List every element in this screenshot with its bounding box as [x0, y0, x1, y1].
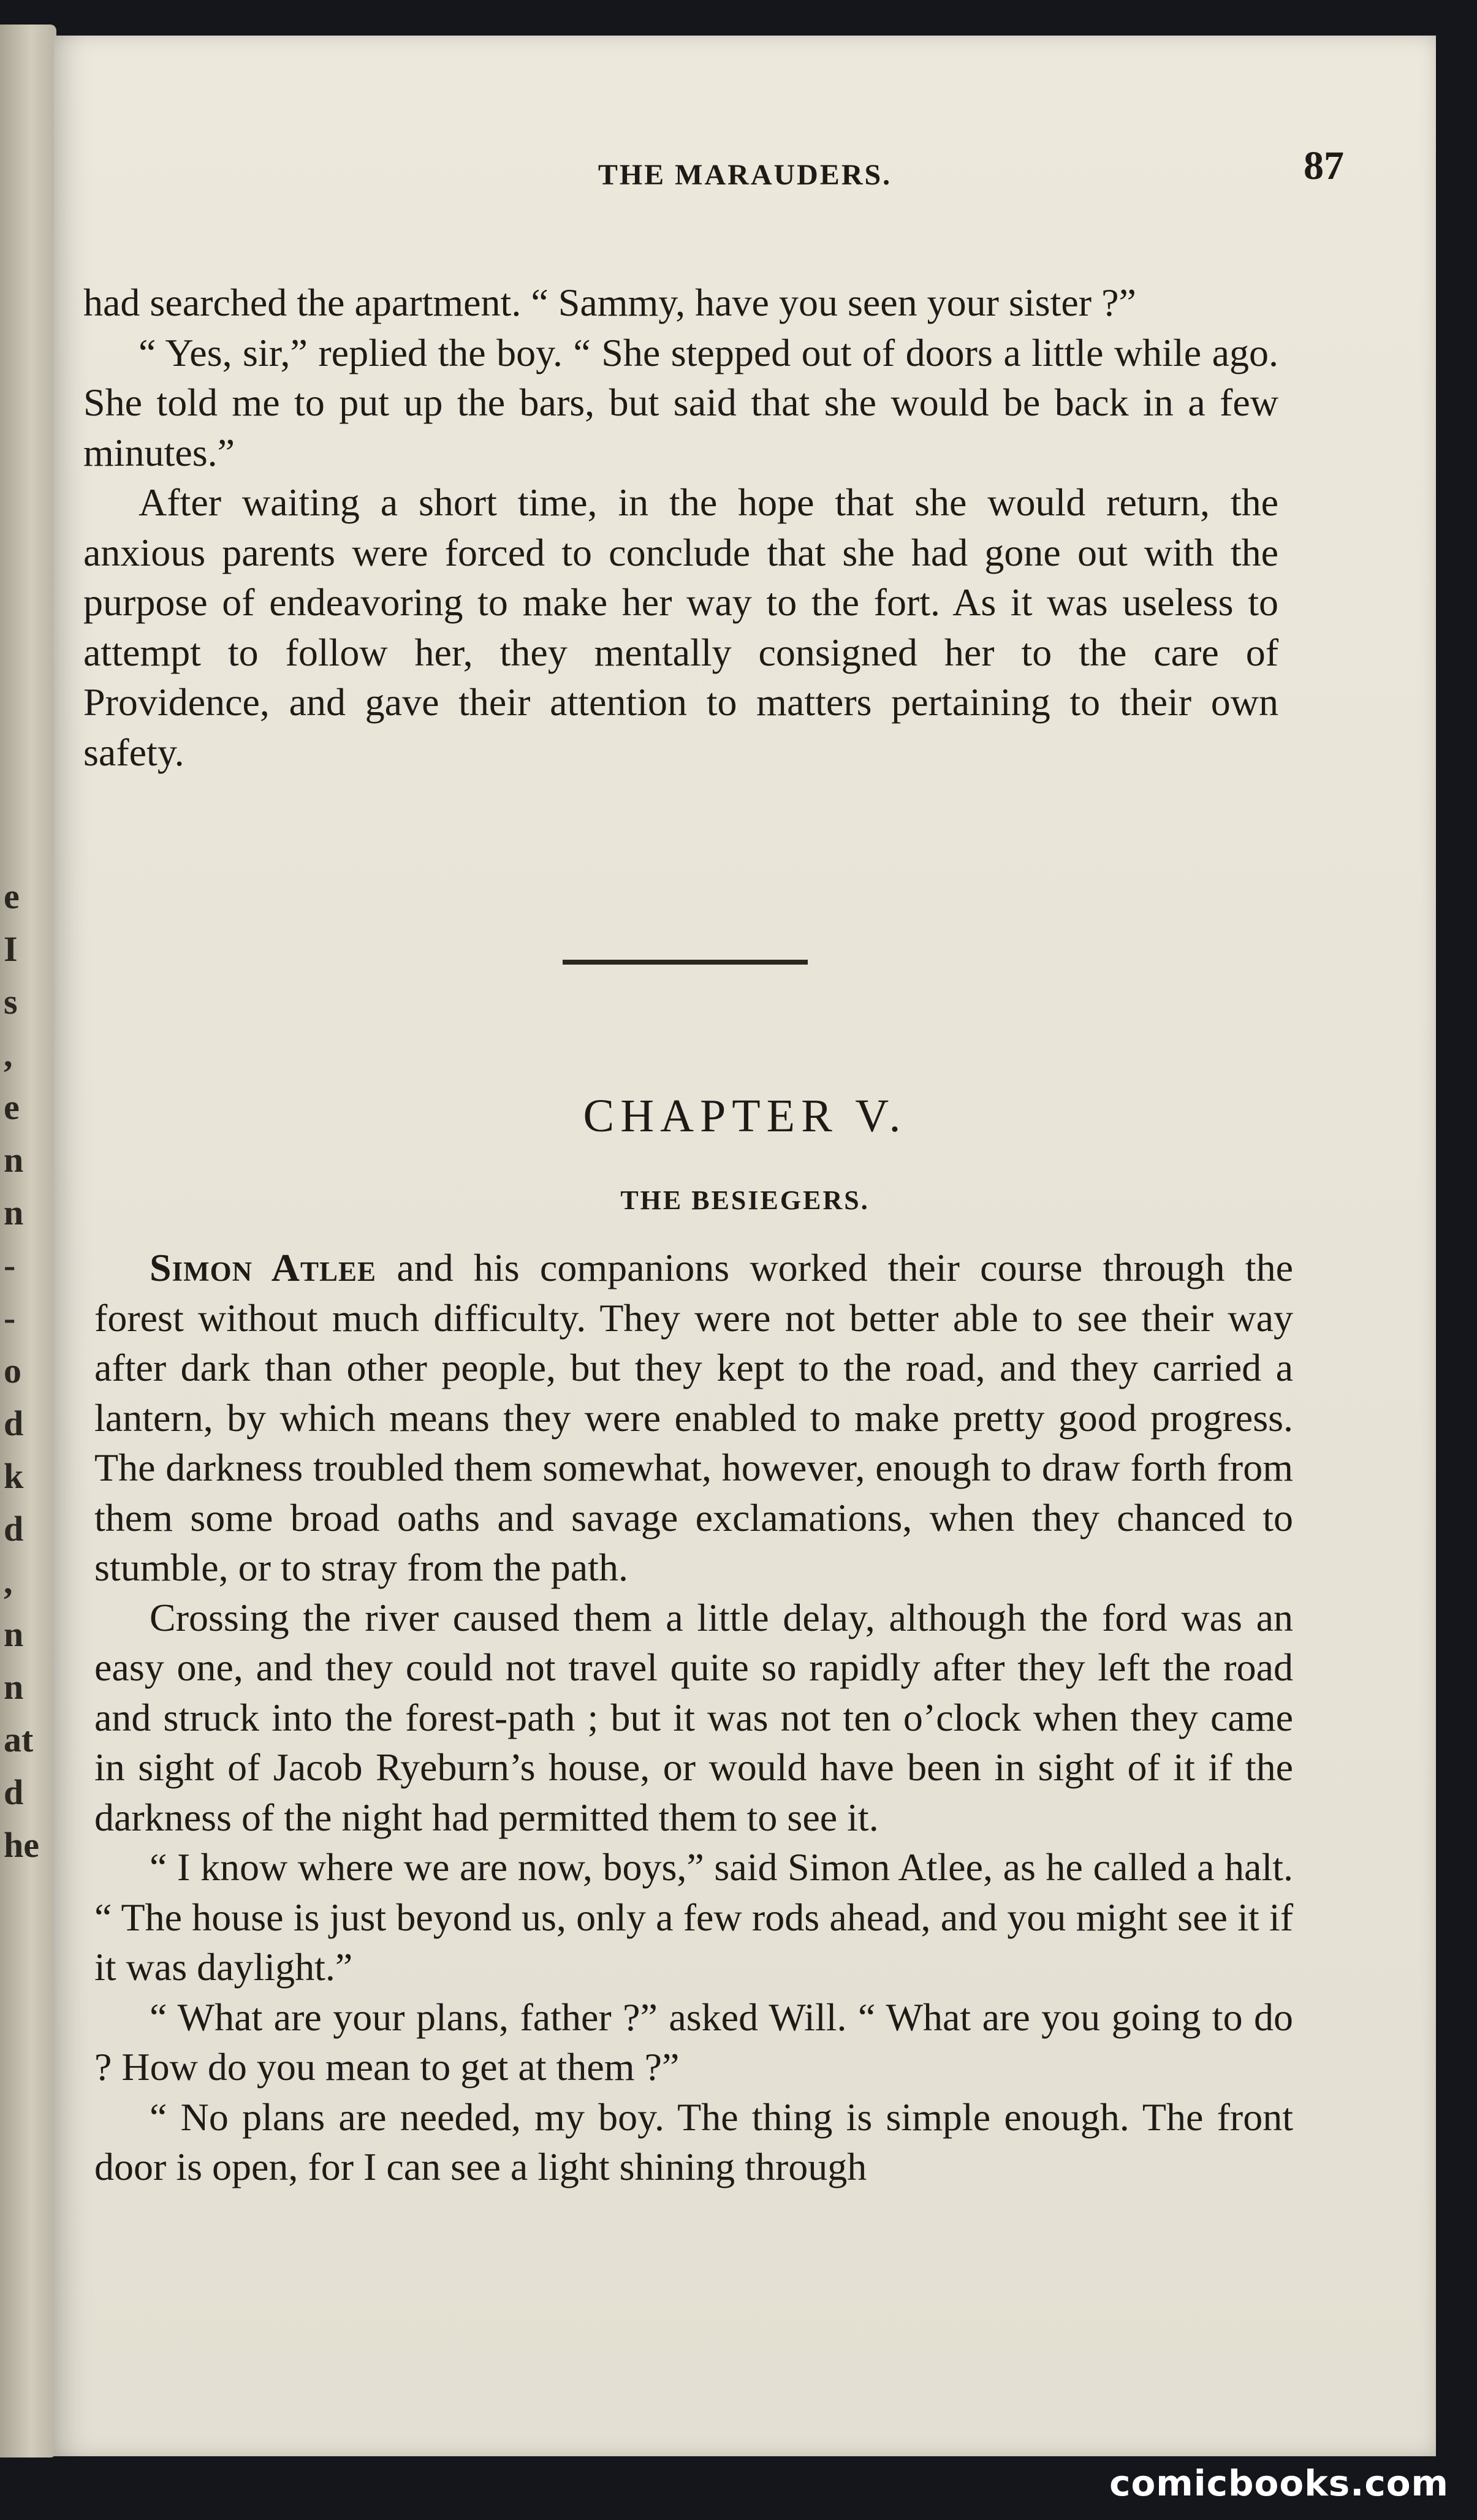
chapter-text-block — [94, 1243, 1293, 2192]
paragraph: “ I know where we are now, boys,” said Simon Atlee, as he called a halt. “ The house is just beyond us, only a few rods ahead, and you might see it if it was daylight.” — [94, 1845, 1293, 1989]
facing-page-edge — [0, 25, 56, 2457]
chapter-title: CHAPTER V. — [583, 1090, 907, 1142]
book-page — [54, 36, 1436, 2456]
facing-page-char: at — [4, 1720, 34, 1759]
facing-page-char: - — [4, 1298, 16, 1338]
paragraph: had searched the apartment. “ Sammy, have you seen your sister ?” — [83, 281, 1136, 324]
facing-page-char: s — [4, 982, 18, 1022]
facing-page-char: he — [4, 1825, 39, 1865]
page-number: 87 — [1304, 143, 1344, 188]
facing-page-char: e — [4, 1087, 20, 1127]
facing-page-char: , — [4, 1562, 13, 1601]
facing-page-char: d — [4, 1403, 24, 1443]
facing-page-char: o — [4, 1351, 21, 1391]
paragraph: “ No plans are needed, my boy. The thing is simple enough. The front door is open, for I can see a light shining through — [94, 2095, 1293, 2188]
facing-page-char: n — [4, 1193, 24, 1232]
paragraph: “ What are your plans, father ?” asked Will. “ What are you going to do ? How do you mean to get at them ?” — [94, 1995, 1293, 2089]
facing-page-char: I — [4, 929, 18, 969]
paragraph: “ Yes, sir,” replied the boy. “ She stepped out of doors a little while ago. She told me to put up the bars, but said that she would be back in a few minutes.” — [83, 330, 1278, 474]
facing-page-char: k — [4, 1456, 24, 1496]
facing-page-text-fragments — [4, 870, 53, 1872]
running-head: THE MARAUDERS. — [598, 159, 892, 191]
paragraph-text: and his companions worked their course through the forest without much difficulty. They were not better able to see their way after dark than other people, but they kept to the road, and they carried a lantern, by which means they were enabled to make pretty good progress. The darkness troubled them somewhat, however, enough to draw forth from them some broad oaths and savage exclamations, when they chanced to stumble, or to stray from the path. — [94, 1246, 1293, 1589]
facing-page-char: e — [4, 876, 20, 916]
paragraph: Crossing the river caused them a little delay, although the ford was an easy one, and they could not travel quite so rapidly after they left the road and struck into the forest-path ; but it was not ten o’clock when they came in sight of Jacob Ryeburn’s house, or would have been in sight of it if the darkness of the night had permitted them to see it. — [94, 1595, 1293, 1839]
section-divider-rule — [563, 960, 808, 965]
facing-page-char: d — [4, 1772, 24, 1812]
facing-page-char: n — [4, 1140, 24, 1180]
paragraph: After waiting a short time, in the hope that she would return, the anxious parents were forced to conclude that she had gone out with the purpose of endeavoring to make her way to the fort. As it was useless to attempt to follow her, they mentally consigned her to the care of Providence, and gave their attention to matters pertaining to their own safety. — [83, 480, 1278, 774]
facing-page-char: - — [4, 1245, 16, 1285]
facing-page-char: n — [4, 1614, 24, 1654]
top-text-block — [83, 278, 1278, 777]
chapter-subtitle: THE BESIEGERS. — [620, 1185, 870, 1215]
facing-page-char: , — [4, 1034, 13, 1074]
facing-page-char: d — [4, 1509, 24, 1549]
watermark: comicbooks.com — [1109, 2462, 1449, 2504]
lead-name: Simon Atlee — [150, 1246, 377, 1289]
paragraph — [94, 1243, 1293, 1593]
facing-page-char: n — [4, 1667, 24, 1707]
